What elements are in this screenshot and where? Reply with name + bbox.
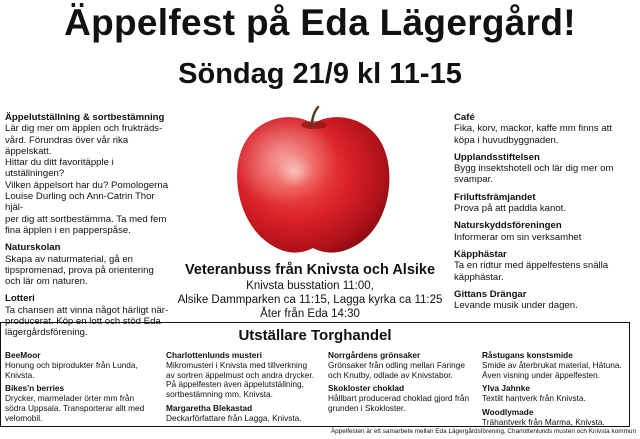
info-line: och lär om naturen. [5, 276, 88, 288]
bus-info [150, 261, 470, 321]
exhibitor-entry [482, 384, 629, 404]
exhibitor-name: Råstugans konstsmide [482, 350, 573, 360]
bus-line: Alsike Dammparken ca 11:15, Lagga kyrka ca 11:25 [177, 294, 443, 306]
info-block-upplandsstiftelsen [454, 152, 636, 186]
footer-note: Äppelfesten är ett samarbete mellan Eda Lägergårdsförening, Charlottenlunds musteri och Knivsta kommun [330, 428, 636, 435]
apple-photo [232, 106, 394, 258]
exhibitor-entry [166, 351, 326, 400]
info-heading: Friluftsfrämjandet [454, 191, 536, 203]
info-heading: Lotteri [5, 293, 35, 305]
info-line: köpa i huvudbyggnaden. [454, 134, 559, 146]
info-line: producerat. Köp en lott och stöd Eda [5, 316, 161, 328]
exhibitor-line: Trähantverk från Marma, Knivsta. [482, 416, 605, 427]
exhibitor-column [482, 351, 629, 432]
info-heading: Café [454, 112, 475, 123]
info-heading: Äppelutställning & sortbestämning [5, 112, 165, 123]
info-line: Louise Durling och Ann-Catrin Thor hjäl- [5, 191, 155, 214]
exhibitor-line: Knivsta. [5, 369, 35, 380]
exhibitor-line: Mikromusteri i Knivsta med tillverkning [166, 359, 308, 370]
exhibitor-line: södra Uppsala. Transporterar allt med [5, 402, 145, 413]
exhibitor-line: Smide av återbrukat material, Hätuna. [482, 359, 622, 370]
exhibitors-box [0, 322, 630, 427]
exhibitor-name: Bikes'n berries [5, 383, 65, 394]
info-line: Fika, korv, mackor, kaffe mm finns att [454, 123, 612, 135]
info-line: Levande musik under dagen. [454, 300, 578, 312]
exhibitor-line: grunden i Skokloster. [328, 402, 406, 413]
exhibitor-entry [5, 351, 163, 380]
exhibitor-name: Charlottenlunds musteri [166, 350, 262, 360]
bus-line: Åter från Eda 14:30 [260, 308, 360, 320]
info-heading: Gittans Drängar [454, 288, 527, 300]
exhibitor-line: Hållbart producerad choklad gjord från [328, 393, 470, 404]
info-line: fina äpplen i en papperspåse. [5, 224, 131, 236]
info-block-apple-exhibition [5, 112, 175, 236]
exhibitor-line: Drycker, marmelader örter mm från [5, 393, 135, 404]
exhibitor-line: Även visning under äppelfesten. [482, 369, 601, 380]
exhibitor-entry [328, 351, 478, 380]
info-line: tipspromenad, prova på orientering [5, 264, 154, 276]
bus-line: Knivsta busstation 11:00, [246, 280, 374, 292]
info-line: per dig att sortbestämma. Ta med fem [5, 213, 167, 225]
info-line: Ta chansen att vinna något härligt när- [5, 304, 169, 316]
info-line: käpphästar. [454, 271, 504, 283]
info-line: svampar. [454, 174, 493, 186]
event-date: Söndag 21/9 kl 11-15 [178, 58, 462, 90]
exhibitor-column [166, 351, 326, 428]
apple-stem-cavity [301, 121, 327, 129]
info-block-friluftsframjandet [454, 192, 636, 215]
exhibitor-line: På äppelfesten även äppelutställning, [166, 379, 304, 390]
info-block-gittans-drangar [454, 289, 636, 312]
exhibitor-entry [482, 408, 629, 428]
info-line: Ta en ridtur med äppelfestens snälla [454, 260, 609, 272]
info-line: Prova på att paddla kanot. [454, 203, 567, 215]
info-line: Vilken äppelsort har du? Pomologerna [5, 179, 169, 191]
exhibitor-entry [328, 384, 478, 413]
info-line: Bygg insektshotell och lär dig mer om [454, 163, 614, 175]
exhibitor-line: och Knutby, odlade av Knivstabor. [328, 369, 453, 380]
exhibitor-name: Norrgårdens grönsaker [328, 350, 421, 360]
exhibitor-column [5, 351, 163, 428]
info-line: Hittar du ditt favoritäpple i utställningen? [5, 157, 114, 180]
exhibitor-name: Skokloster choklad [328, 383, 405, 394]
info-heading: Käpphästar [454, 248, 507, 260]
exhibitor-entry [482, 351, 629, 380]
exhibitor-line: Honung och biprodukter från Lunda, [5, 359, 138, 370]
exhibitor-name: Margaretha Blekastad [166, 402, 253, 413]
exhibitor-name: BeeMoor [5, 350, 41, 360]
exhibitors-title: Utställare Torghandel [238, 327, 392, 344]
info-heading: Naturskyddsföreningen [454, 220, 562, 232]
info-block-naturskyddsforeningen [454, 220, 636, 243]
exhibitor-name: Woodlymade [482, 406, 534, 417]
exhibitor-line: velomobil. [5, 412, 43, 423]
info-heading: Naturskolan [5, 242, 61, 254]
exhibitor-line: av sortren äppelmust och andra drycker. [166, 369, 315, 380]
info-line: Informerar om sin verksamhet [454, 231, 582, 243]
exhibitor-column [328, 351, 478, 418]
page-title: Äppelfest på Eda Lägergård! [64, 2, 576, 43]
info-block-cafe [454, 112, 636, 146]
exhibitor-line: sortbestämning mm. Knivsta. [166, 389, 273, 400]
exhibitor-name: Ylva Jahnke [482, 383, 530, 394]
info-line: lägergårdsförening. [5, 327, 88, 339]
right-column [454, 112, 636, 317]
info-line: Lär dig mer om äpplen och frukträds- [5, 123, 163, 135]
info-block-kapphastar [454, 249, 636, 283]
exhibitor-entry [166, 404, 326, 424]
bus-title: Veteranbuss från Knivsta och Alsike [184, 262, 436, 278]
exhibitor-line: Grönsaker från odling mellan Faringe [328, 359, 465, 370]
exhibitor-line: Textilt hantverk från Knivsta. [482, 393, 586, 404]
info-heading: Upplandsstiftelsen [454, 151, 540, 163]
exhibitor-entry [5, 384, 163, 423]
exhibitor-line: Deckarförfattare från Lagga, Knivsta. [166, 412, 302, 423]
info-line: vård. Förundras över vår rika äppelskatt. [5, 134, 129, 157]
apple-shine [237, 117, 389, 252]
info-line: Skapa av naturmaterial, gå en [5, 253, 133, 265]
